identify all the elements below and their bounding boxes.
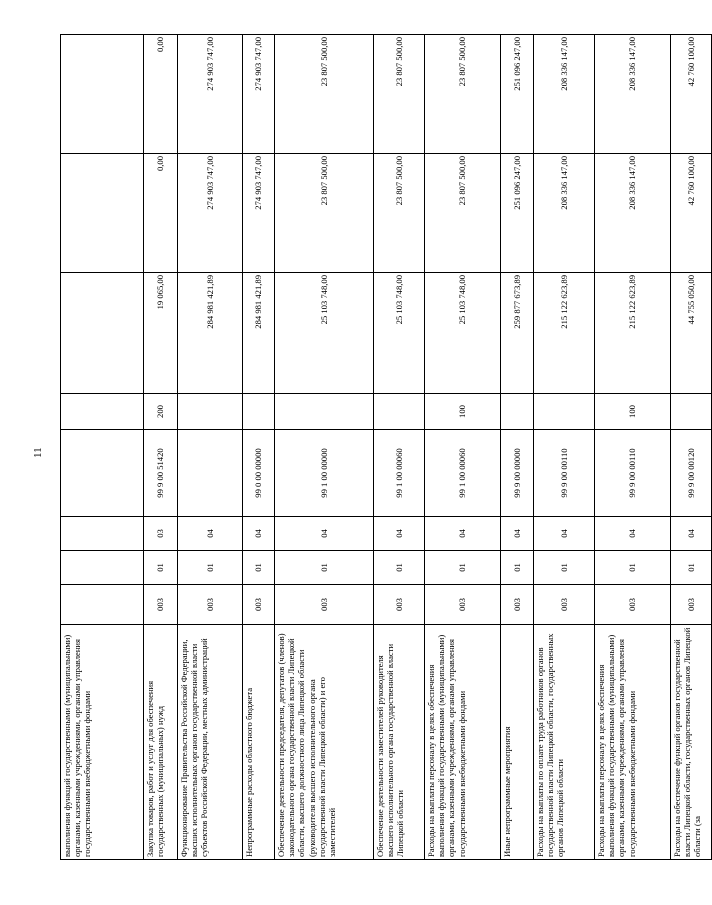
row-amount-year2-cell <box>671 154 712 273</box>
row-section-code-cell <box>374 551 425 585</box>
row-amount-year1-cell <box>595 273 671 394</box>
cell-text: 284 981 421,89 <box>253 275 264 329</box>
cell-text: 23 807 500,00 <box>393 37 404 87</box>
row-amount-year3-cell <box>595 35 671 154</box>
cell-text: 251 096 247,00 <box>511 37 522 91</box>
cell-text: Расходы на выплаты по оплате труда работников органов государственной власти Липецкой области, государственных органов Липецкой области <box>535 633 566 857</box>
cell-text: 01 <box>558 563 569 572</box>
row-amount-year3-cell <box>243 35 275 154</box>
table-row <box>144 35 178 860</box>
cell-text: 01 <box>627 563 638 572</box>
cell-text: 003 <box>511 598 522 611</box>
row-ministry-code-cell <box>595 585 671 625</box>
cell-text: 01 <box>204 563 215 572</box>
table-row <box>671 35 712 860</box>
cell-text: 44 755 050,00 <box>685 275 696 325</box>
cell-text: 99 9 00 00120 <box>685 448 696 498</box>
cell-text: 003 <box>204 598 215 611</box>
cell-text: 01 <box>685 563 696 572</box>
row-subsection-code-cell <box>275 517 374 551</box>
row-amount-year3-cell <box>425 35 501 154</box>
row-expense-type-cell <box>243 394 275 430</box>
row-section-code-cell <box>595 551 671 585</box>
budget-table-body <box>61 35 712 860</box>
row-section-code-cell <box>534 551 595 585</box>
cell-text: выполнения функций государственными (муниципальными) органами, казенными учреждениями, органами управления государственными внебюджетными фондами <box>62 634 93 857</box>
row-name-cell <box>61 625 144 860</box>
cell-text: 003 <box>155 598 166 611</box>
row-section-code-cell <box>61 551 144 585</box>
cell-text: 208 336 147,00 <box>627 37 638 91</box>
row-expense-type-cell <box>671 394 712 430</box>
row-ministry-code-cell <box>501 585 534 625</box>
cell-text: 04 <box>204 529 215 538</box>
row-subsection-code-cell <box>425 517 501 551</box>
cell-text: 208 336 147,00 <box>627 156 638 210</box>
cell-text: 003 <box>393 598 404 611</box>
cell-text: 100 <box>457 405 468 418</box>
cell-text: 274 903 747,00 <box>253 37 264 91</box>
cell-text: 99 1 00 00000 <box>318 448 329 498</box>
row-expense-type-cell <box>595 394 671 430</box>
row-ministry-code-cell <box>61 585 144 625</box>
cell-text: Непрограммные расходы областного бюджета <box>244 687 254 857</box>
cell-text: 99 0 00 00000 <box>253 448 264 498</box>
cell-text: 215 122 623,89 <box>558 275 569 329</box>
row-expense-type-cell <box>501 394 534 430</box>
cell-text: 003 <box>457 598 468 611</box>
row-target-article-cell <box>374 430 425 517</box>
row-ministry-code-cell <box>425 585 501 625</box>
row-amount-year1-cell <box>671 273 712 394</box>
cell-text: 100 <box>627 405 638 418</box>
row-expense-type-cell <box>61 394 144 430</box>
cell-text: Иные непрограммные мероприятия <box>502 726 512 857</box>
row-amount-year2-cell <box>534 154 595 273</box>
row-subsection-code-cell <box>501 517 534 551</box>
row-expense-type-cell <box>178 394 243 430</box>
row-amount-year2-cell <box>374 154 425 273</box>
cell-text: 23 807 500,00 <box>318 37 329 87</box>
row-target-article-cell <box>275 430 374 517</box>
cell-text: 208 336 147,00 <box>558 156 569 210</box>
row-name-cell <box>425 625 501 860</box>
row-target-article-cell <box>243 430 275 517</box>
cell-text: 208 336 147,00 <box>558 37 569 91</box>
cell-text: 23 807 500,00 <box>457 156 468 206</box>
cell-text: 0,00 <box>155 156 166 172</box>
row-section-code-cell <box>243 551 275 585</box>
row-section-code-cell <box>275 551 374 585</box>
cell-text: 003 <box>685 598 696 611</box>
cell-text: 04 <box>627 529 638 538</box>
row-name-cell <box>534 625 595 860</box>
cell-text: 99 9 00 51420 <box>155 448 166 498</box>
cell-text: 04 <box>318 529 329 538</box>
table-row <box>61 35 144 860</box>
cell-text: 19 065,00 <box>155 275 166 310</box>
row-expense-type-cell <box>425 394 501 430</box>
row-target-article-cell <box>534 430 595 517</box>
cell-text: Расходы на обеспечение функций органов государственной власти Липецкой области, государственных органов Липецкой области (за <box>672 627 703 857</box>
row-ministry-code-cell <box>144 585 178 625</box>
cell-text: Расходы на выплаты персоналу в целях обеспечения выполнения функций государственными (муниципальными) органами, казенными учреждениями, органами управления государственными внебюджетными фондами <box>596 634 637 857</box>
row-name-cell <box>595 625 671 860</box>
row-subsection-code-cell <box>671 517 712 551</box>
row-name-cell <box>144 625 178 860</box>
table-row <box>534 35 595 860</box>
row-subsection-code-cell <box>243 517 275 551</box>
row-amount-year3-cell <box>501 35 534 154</box>
row-target-article-cell <box>595 430 671 517</box>
cell-text: 99 9 00 00110 <box>558 448 569 498</box>
row-amount-year3-cell <box>275 35 374 154</box>
row-amount-year3-cell <box>671 35 712 154</box>
cell-text: 01 <box>511 563 522 572</box>
table-row <box>275 35 374 860</box>
row-name-cell <box>178 625 243 860</box>
row-ministry-code-cell <box>178 585 243 625</box>
cell-text: Расходы на выплаты персоналу в целях обеспечения выполнения функций государственными (муниципальными) органами, казенными учреждениями, органами управления государственными внебюджетными фондами <box>426 634 467 857</box>
budget-table-frame <box>60 35 703 860</box>
row-target-article-cell <box>178 430 243 517</box>
cell-text: 42 760 100,00 <box>685 156 696 206</box>
cell-text: Функционирование Правительства Российской Федерации, высших исполнительных органов государственной власти субъектов Российской Федерации, местных администраций <box>179 638 210 857</box>
row-amount-year1-cell <box>275 273 374 394</box>
cell-text: 23 807 500,00 <box>318 156 329 206</box>
budget-table <box>60 34 712 860</box>
table-row <box>501 35 534 860</box>
cell-text: 42 760 100,00 <box>685 37 696 87</box>
cell-text: 23 807 500,00 <box>457 37 468 87</box>
cell-text: 04 <box>685 529 696 538</box>
row-section-code-cell <box>671 551 712 585</box>
row-amount-year1-cell <box>178 273 243 394</box>
cell-text: 200 <box>155 405 166 418</box>
cell-text: 03 <box>155 529 166 538</box>
cell-text: 04 <box>457 529 468 538</box>
row-amount-year2-cell <box>595 154 671 273</box>
row-subsection-code-cell <box>374 517 425 551</box>
row-amount-year2-cell <box>178 154 243 273</box>
row-target-article-cell <box>501 430 534 517</box>
row-amount-year1-cell <box>374 273 425 394</box>
row-section-code-cell <box>425 551 501 585</box>
row-amount-year3-cell <box>374 35 425 154</box>
row-expense-type-cell <box>275 394 374 430</box>
cell-text: Закупка товаров, работ и услуг для обеспечения государственных (муниципальных) нужд <box>145 680 166 857</box>
row-ministry-code-cell <box>275 585 374 625</box>
cell-text: 01 <box>393 563 404 572</box>
row-name-cell <box>671 625 712 860</box>
cell-text: 003 <box>627 598 638 611</box>
cell-text: 259 877 673,89 <box>511 275 522 329</box>
cell-text: 003 <box>253 598 264 611</box>
row-amount-year3-cell <box>61 35 144 154</box>
cell-text: 003 <box>318 598 329 611</box>
row-ministry-code-cell <box>374 585 425 625</box>
row-expense-type-cell <box>374 394 425 430</box>
cell-text: 01 <box>457 563 468 572</box>
table-row <box>425 35 501 860</box>
cell-text: 99 9 00 00110 <box>627 448 638 498</box>
cell-text: 04 <box>253 529 264 538</box>
row-subsection-code-cell <box>595 517 671 551</box>
row-name-cell <box>501 625 534 860</box>
row-target-article-cell <box>671 430 712 517</box>
row-amount-year1-cell <box>534 273 595 394</box>
row-expense-type-cell <box>534 394 595 430</box>
cell-text: 003 <box>558 598 569 611</box>
cell-text: 99 1 00 00060 <box>457 448 468 498</box>
cell-text: 0,00 <box>155 37 166 53</box>
cell-text: 01 <box>253 563 264 572</box>
row-name-cell <box>243 625 275 860</box>
row-amount-year1-cell <box>425 273 501 394</box>
cell-text: 25 103 748,00 <box>393 275 404 325</box>
table-row <box>243 35 275 860</box>
row-target-article-cell <box>144 430 178 517</box>
cell-text: 284 981 421,89 <box>204 275 215 329</box>
cell-text: 274 903 747,00 <box>204 37 215 91</box>
cell-text: 99 9 00 00000 <box>511 448 522 498</box>
row-amount-year2-cell <box>144 154 178 273</box>
row-amount-year1-cell <box>243 273 275 394</box>
row-amount-year2-cell <box>425 154 501 273</box>
cell-text: 01 <box>318 563 329 572</box>
row-amount-year3-cell <box>534 35 595 154</box>
row-name-cell <box>275 625 374 860</box>
cell-text: 251 096 247,00 <box>511 156 522 210</box>
cell-text: 01 <box>155 563 166 572</box>
row-amount-year2-cell <box>275 154 374 273</box>
row-target-article-cell <box>61 430 144 517</box>
row-subsection-code-cell <box>144 517 178 551</box>
table-row <box>374 35 425 860</box>
cell-text: 215 122 623,89 <box>627 275 638 329</box>
cell-text: 25 103 748,00 <box>318 275 329 325</box>
row-amount-year3-cell <box>178 35 243 154</box>
row-section-code-cell <box>178 551 243 585</box>
row-section-code-cell <box>501 551 534 585</box>
row-amount-year2-cell <box>501 154 534 273</box>
table-row <box>178 35 243 860</box>
cell-text: 04 <box>511 529 522 538</box>
cell-text: 04 <box>558 529 569 538</box>
cell-text: Обеспечение деятельности заместителей руководителя высшего исполнительного органа государственной власти Липецкой области <box>375 643 406 857</box>
cell-text: 23 807 500,00 <box>393 156 404 206</box>
cell-text: 274 903 747,00 <box>253 156 264 210</box>
row-subsection-code-cell <box>178 517 243 551</box>
row-ministry-code-cell <box>671 585 712 625</box>
row-amount-year1-cell <box>61 273 144 394</box>
page-number: 11 <box>32 447 44 458</box>
cell-text: 25 103 748,00 <box>457 275 468 325</box>
row-ministry-code-cell <box>243 585 275 625</box>
row-name-cell <box>374 625 425 860</box>
row-amount-year1-cell <box>144 273 178 394</box>
row-amount-year2-cell <box>61 154 144 273</box>
row-amount-year2-cell <box>243 154 275 273</box>
cell-text: 99 1 00 00060 <box>393 448 404 498</box>
row-subsection-code-cell <box>534 517 595 551</box>
row-ministry-code-cell <box>534 585 595 625</box>
row-amount-year1-cell <box>501 273 534 394</box>
budget-table-rotated <box>60 35 703 860</box>
table-row <box>595 35 671 860</box>
cell-text: 274 903 747,00 <box>204 156 215 210</box>
cell-text: 04 <box>393 529 404 538</box>
cell-text: Обеспечение деятельности председателя, депутатов (членов) законодательного органа государственной власти Липецкой области, высшего должностного лица Липецкой области (руководителя высшего исполнительного органа государственной власти Липецкой области) и его заместителей <box>276 633 338 857</box>
row-section-code-cell <box>144 551 178 585</box>
row-amount-year3-cell <box>144 35 178 154</box>
row-target-article-cell <box>425 430 501 517</box>
row-subsection-code-cell <box>61 517 144 551</box>
row-expense-type-cell <box>144 394 178 430</box>
